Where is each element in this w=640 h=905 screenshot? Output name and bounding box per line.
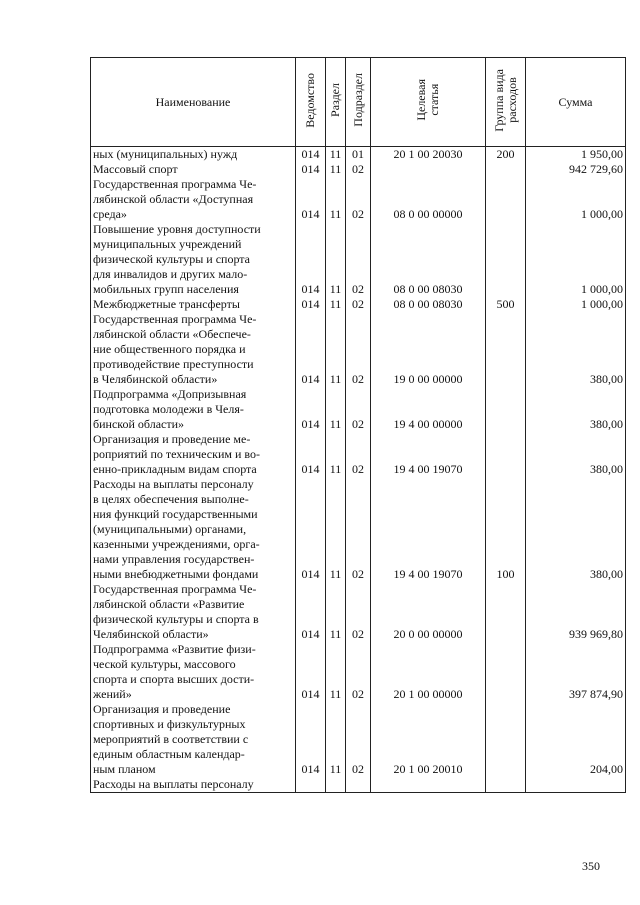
row-name-cell [91, 777, 296, 793]
row-name-cell [91, 297, 296, 312]
row-vedomstvo-cell: 014 [296, 147, 326, 163]
table-row [91, 702, 626, 777]
row-celevaya-cell: 08 0 00 08030 [371, 297, 486, 312]
row-vedomstvo-cell: 014 [296, 387, 326, 432]
row-celevaya-cell: 19 4 00 19070 [371, 432, 486, 477]
table-row [91, 477, 626, 582]
budget-table [90, 57, 626, 793]
row-razdel-cell: 11 [326, 297, 346, 312]
row-podrazdel-cell: 02 [346, 312, 371, 387]
row-celevaya-cell: 08 0 00 08030 [371, 222, 486, 297]
row-vedomstvo-cell: 014 [296, 297, 326, 312]
row-gruppa-cell [486, 222, 526, 297]
row-gruppa-cell [486, 312, 526, 387]
row-podrazdel-cell: 02 [346, 642, 371, 702]
row-razdel-cell: 11 [326, 147, 346, 163]
row-name-cell [91, 642, 296, 702]
row-summa-cell: 380,00 [526, 312, 626, 387]
row-name-text: Подпрограмма «Допризывная подготовка молодежи в Челя- бинской области» [93, 387, 247, 431]
row-celevaya-cell: 08 0 00 00000 [371, 177, 486, 222]
row-gruppa-cell: 200 [486, 147, 526, 163]
row-gruppa-cell [486, 582, 526, 642]
row-summa-cell: 397 874,90 [526, 642, 626, 702]
table-row [91, 147, 626, 163]
row-summa-cell: 380,00 [526, 477, 626, 582]
table-row [91, 222, 626, 297]
row-name-text: Подпрограмма «Развитие физи- ческой культуры, массового спорта и спорта высших дости- жений» [93, 642, 256, 701]
row-name-cell [91, 162, 296, 177]
row-summa-cell: 380,00 [526, 387, 626, 432]
row-podrazdel-cell: 02 [346, 222, 371, 297]
row-vedomstvo-cell: 014 [296, 162, 326, 177]
row-razdel-cell: 11 [326, 177, 346, 222]
row-podrazdel-cell: 01 [346, 147, 371, 163]
row-summa-cell: 1 000,00 [526, 222, 626, 297]
header-razdel: Раздел [326, 58, 346, 147]
table-row [91, 387, 626, 432]
row-gruppa-cell [486, 387, 526, 432]
row-name-text: Организация и проведение спортивных и физкультурных мероприятий в соответствии с единым областным календар- ным планом [93, 702, 249, 776]
row-name-text: Расходы на выплаты персоналу в целях обеспечения выполне- ния функций государственными (муниципальными) органами, казенными учреждениями, орга- нами управления государствен- ными внебюджетными фондами [93, 477, 260, 581]
table-header-row [91, 58, 626, 147]
row-name-text: Государственная программа Че- лябинской области «Доступная среда» [93, 177, 257, 221]
row-celevaya-cell [371, 162, 486, 177]
row-razdel-cell [326, 777, 346, 793]
row-celevaya-cell: 20 1 00 00000 [371, 642, 486, 702]
row-razdel-cell: 11 [326, 477, 346, 582]
header-vedomstvo: Ведомство [296, 58, 326, 147]
row-gruppa-cell: 100 [486, 477, 526, 582]
row-podrazdel-cell: 02 [346, 432, 371, 477]
row-name-text: Организация и проведение ме- роприятий по техническим и во- енно-прикладным видам спорта [93, 432, 260, 476]
row-celevaya-cell: 20 0 00 00000 [371, 582, 486, 642]
row-name-cell [91, 147, 296, 163]
row-celevaya-cell: 20 1 00 20030 [371, 147, 486, 163]
row-summa-cell: 939 969,80 [526, 582, 626, 642]
row-gruppa-cell [486, 702, 526, 777]
page-number: 350 [582, 859, 600, 873]
row-podrazdel-cell: 02 [346, 297, 371, 312]
row-vedomstvo-cell: 014 [296, 177, 326, 222]
row-name-text: Государственная программа Че- лябинской области «Обеспече- ние общественного порядка и противодействие преступности в Челябинской области» [93, 312, 257, 386]
row-celevaya-cell: 19 0 00 00000 [371, 312, 486, 387]
row-name-text: Государственная программа Че- лябинской области «Развитие физической культуры и спорта в Челябинской области» [93, 582, 259, 641]
row-name-cell [91, 702, 296, 777]
row-name-cell [91, 312, 296, 387]
row-name-text: Расходы на выплаты персоналу [93, 777, 254, 791]
row-razdel-cell: 11 [326, 702, 346, 777]
table-row [91, 777, 626, 793]
row-gruppa-cell [486, 642, 526, 702]
row-vedomstvo-cell: 014 [296, 222, 326, 297]
row-summa-cell: 942 729,60 [526, 162, 626, 177]
row-summa-cell: 380,00 [526, 432, 626, 477]
row-gruppa-cell [486, 432, 526, 477]
table-row [91, 297, 626, 312]
row-razdel-cell: 11 [326, 222, 346, 297]
table-row [91, 432, 626, 477]
table-body [91, 147, 626, 793]
table-row [91, 312, 626, 387]
row-name-text: ных (муниципальных) нужд [93, 147, 238, 161]
row-razdel-cell: 11 [326, 642, 346, 702]
row-name-cell [91, 477, 296, 582]
row-razdel-cell: 11 [326, 387, 346, 432]
row-name-text: Повышение уровня доступности муниципальных учреждений физической культуры и спорта для инвалидов и других мало- мобильных групп населения [93, 222, 261, 296]
row-summa-cell: 1 950,00 [526, 147, 626, 163]
row-gruppa-cell [486, 162, 526, 177]
row-podrazdel-cell: 02 [346, 177, 371, 222]
table-row [91, 162, 626, 177]
header-gruppa-vida-rashodov: Группа вида расходов [486, 58, 526, 147]
row-vedomstvo-cell: 014 [296, 642, 326, 702]
row-name-text: Межбюджетные трансферты [93, 297, 240, 311]
row-podrazdel-cell [346, 777, 371, 793]
row-name-cell [91, 177, 296, 222]
header-celevaya-statya: Целевая статья [371, 58, 486, 147]
row-name-cell [91, 582, 296, 642]
row-summa-cell [526, 777, 626, 793]
header-name: Наименование [91, 58, 296, 147]
row-razdel-cell: 11 [326, 312, 346, 387]
row-celevaya-cell: 19 4 00 00000 [371, 387, 486, 432]
row-gruppa-cell [486, 777, 526, 793]
row-name-text: Массовый спорт [93, 162, 178, 176]
row-podrazdel-cell: 02 [346, 702, 371, 777]
row-gruppa-cell: 500 [486, 297, 526, 312]
row-gruppa-cell [486, 177, 526, 222]
table-row [91, 582, 626, 642]
row-vedomstvo-cell: 014 [296, 432, 326, 477]
row-celevaya-cell [371, 777, 486, 793]
row-name-cell [91, 222, 296, 297]
row-podrazdel-cell: 02 [346, 582, 371, 642]
table-row [91, 177, 626, 222]
row-podrazdel-cell: 02 [346, 162, 371, 177]
row-podrazdel-cell: 02 [346, 477, 371, 582]
row-vedomstvo-cell [296, 777, 326, 793]
row-summa-cell: 1 000,00 [526, 177, 626, 222]
row-vedomstvo-cell: 014 [296, 702, 326, 777]
table-row [91, 642, 626, 702]
row-vedomstvo-cell: 014 [296, 582, 326, 642]
row-podrazdel-cell: 02 [346, 387, 371, 432]
header-podrazdel: Подраздел [346, 58, 371, 147]
row-celevaya-cell: 20 1 00 20010 [371, 702, 486, 777]
row-summa-cell: 204,00 [526, 702, 626, 777]
row-name-cell [91, 387, 296, 432]
row-celevaya-cell: 19 4 00 19070 [371, 477, 486, 582]
row-razdel-cell: 11 [326, 162, 346, 177]
row-vedomstvo-cell: 014 [296, 312, 326, 387]
row-summa-cell: 1 000,00 [526, 297, 626, 312]
row-vedomstvo-cell: 014 [296, 477, 326, 582]
row-razdel-cell: 11 [326, 582, 346, 642]
header-summa: Сумма [526, 58, 626, 147]
row-name-cell [91, 432, 296, 477]
row-razdel-cell: 11 [326, 432, 346, 477]
